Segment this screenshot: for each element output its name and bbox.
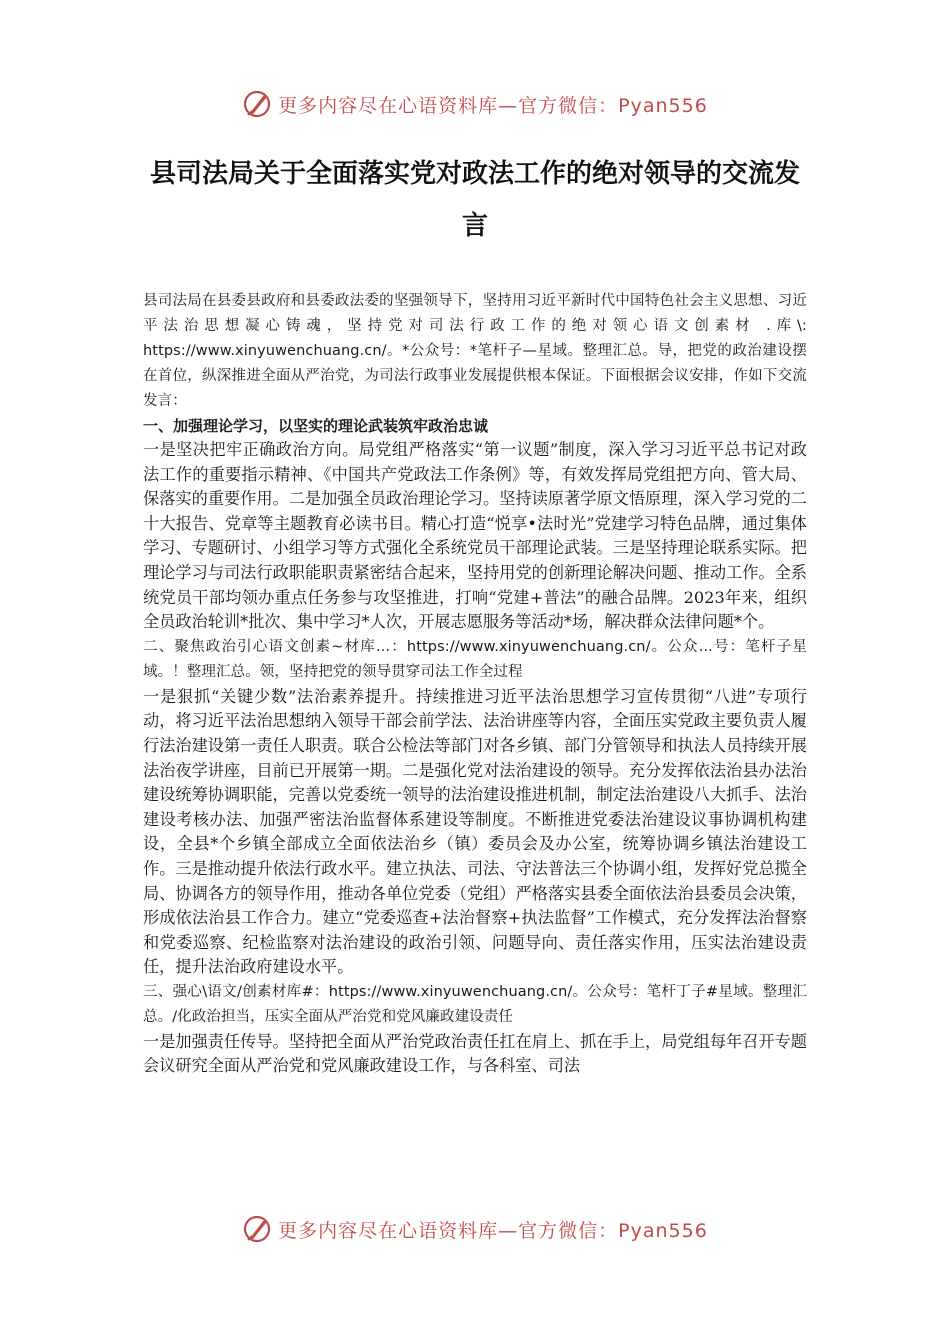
watermark-text: 更多内容尽在心语资料库—官方微信：Pyan556 <box>278 94 708 117</box>
section-1-heading: 一、加强理论学习，以坚实的理论武装筑牢政治忠诚 <box>143 417 489 435</box>
section-3-heading: 三、强心\语文/创素材库#：https://www.xinyuwenchuang.cn/。公众号：笔杆丁子#星域。整理汇总。/化政治担当，压实全面从严治党和党风廉政建设责任 <box>143 983 807 1025</box>
section-2-body: 一是狠抓“关键少数”法治素养提升。持续推进习近平法治思想学习宣传贯彻“八进”专项行动，将习近平法治思想纳入领导干部会前学法、法治讲座等内容，全面压实党政主要负责人履行法治建设第一责任人职责。联合公检法等部门对各乡镇、部门分管领导和执法人员持续开展法治夜学讲座，目前已开展第一期。二是强化党对法治建设的领导。充分发挥依法治县办法治建设统筹协调职能，完善以党委统一领导的法治建设推进机制，制定法治建设八大抓手、法治建设考核办法、加强严密法治监督体系建设等制度。不断推进党委法治建设议事协调机构建设，全县*个乡镇全部成立全面依法治乡（镇）委员会及办公室，统筹协调乡镇法治建设工作。三是推动提升依法行政水平。建立执法、司法、守法普法三个协调小组，发挥好党总揽全局、协调各方的领导作用，推动各单位党委（党组）严格落实县委全面依法治县委员会决策，形成依法治县工作合力。建立“党委巡查+法治督察+执法监督”工作模式，充分发挥法治督察和党委巡察、纪检监察对法治建设的政治引领、问题导向、责任落实作用，压实法治建设责任，提升法治政府建设水平。 <box>143 686 807 977</box>
watermark-text: 更多内容尽在心语资料库—官方微信：Pyan556 <box>278 1219 708 1242</box>
watermark-banner-top <box>0 84 950 124</box>
intro-paragraph: 县司法局在县委县政府和县委政法委的坚强领导下，坚持用习近平新时代中国特色社会主义思想、习近平法治思想凝心铸魂，坚持党对司法行政工作的绝对领心语文创素材 .库\: https://www.xinyuwenchuang.cn/。*公众号：*笔杆子—星域。整理汇总。导，把党的政治建设摆在首位，纵深推进全面从严治党，为司法行政事业发展提供根本保证。下面根据会议安排，作如下交流发言： <box>143 293 807 409</box>
section-3-body: 一是加强责任传导。坚持把全面从严治党政治责任扛在肩上、抓在手上，局党组每年召开专题会议研究全面从严治党和党风廉政建设工作，与各科室、司法 <box>143 1031 807 1076</box>
watermark-banner-bottom <box>0 1209 950 1249</box>
section-2-heading: 二、聚焦政治引心语文创素~材库...：https://www.xinyuwenchuang.cn/。公众...号：笔杆子星域。！整理汇总。领，坚持把党的领导贯穿司法工作全过程 <box>143 638 807 680</box>
section-1-body: 一是坚决把牢正确政治方向。局党组严格落实“第一议题”制度，深入学习习近平总书记对政法工作的重要指示精神、《中国共产党政法工作条例》等，有效发挥局党组把方向、管大局、保落实的重要作用。二是加强全员政治理论学习。坚持读原著学原文悟原理，深入学习党的二十大报告、党章等主题教育必读书目。精心打造“悦享•法时光”党建学习特色品牌，通过集体学习、专题研讨、小组学习等方式强化全系统党员干部理论武装。三是坚持理论联系实际。把理论学习与司法行政职能职责紧密结合起来，坚持用党的创新理论解决问题、推动工作。全系统党员干部均领办重点任务参与攻坚推进，打响“党建+普法”的融合品牌。2023年来，组织全员政治轮训*批次、集中学习*人次，开展志愿服务等活动*场，解决群众法律问题*个。 <box>143 440 807 632</box>
quill-logo-icon <box>242 1214 272 1244</box>
quill-logo-icon <box>242 89 272 119</box>
document-body <box>143 289 807 1079</box>
document-title: 县司法局关于全面落实党对政法工作的绝对领导的交流发言 <box>149 159 800 241</box>
